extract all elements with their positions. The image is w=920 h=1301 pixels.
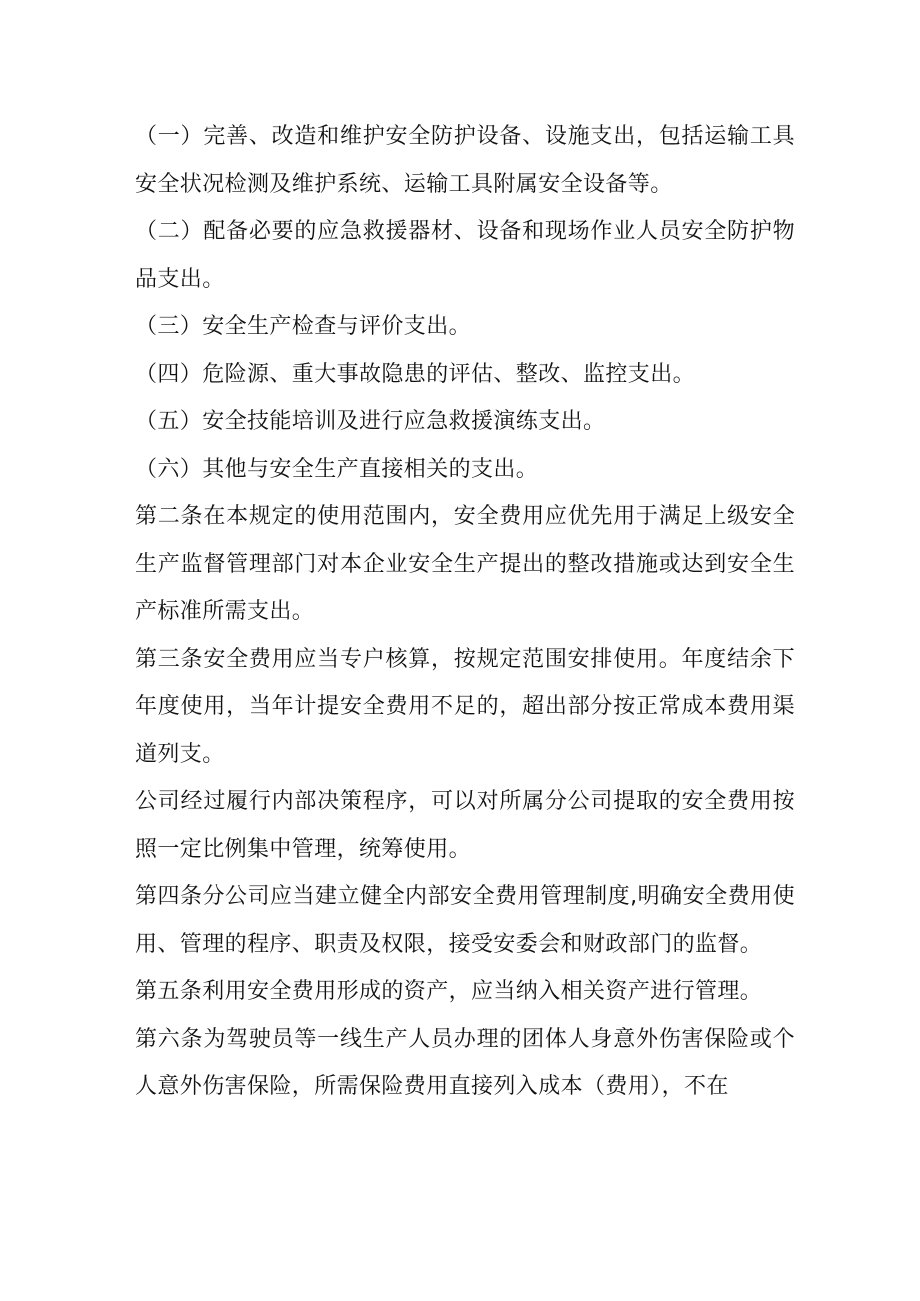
paragraph-item-2: （二）配备必要的应急救援器材、设备和现场作业人员安全防护物品支出。 xyxy=(135,219,795,292)
paragraph-item-5: （五）安全技能培训及进行应急救援演练支出。 xyxy=(135,409,606,434)
article-4-paragraph: 第四条分公司应当建立健全内部安全费用管理制度,明确安全费用使用、管理的程序、职责及权限，接受安委会和财政部门的监督。 xyxy=(135,884,795,957)
document-body xyxy=(135,113,795,1111)
article-3-paragraph: 第三条安全费用应当专户核算，按规定范围安排使用。年度结余下年度使用，当年计提安全费用不足的，超出部分按正常成本费用渠道列支。 xyxy=(135,646,795,767)
centralized-management-paragraph: 公司经过履行内部决策程序，可以对所属分公司提取的安全费用按照一定比例集中管理，统筹使用。 xyxy=(135,789,795,862)
paragraph-item-4: （四）危险源、重大事故隐患的评估、整改、监控支出。 xyxy=(135,361,696,387)
article-2-paragraph: 第二条在本规定的使用范围内，安全费用应优先用于满足上级安全生产监督管理部门对本企业安全生产提出的整改措施或达到安全生产标准所需支出。 xyxy=(135,504,795,624)
paragraph-item-6: （六）其他与安全生产直接相关的支出。 xyxy=(135,456,539,482)
paragraph-item-1: （一）完善、改造和维护安全防护设备、设施支出，包括运输工具安全状况检测及维护系统、运输工具附属安全设备等。 xyxy=(135,124,795,197)
paragraph-item-3: （三）安全生产检查与评价支出。 xyxy=(135,314,472,339)
article-6-paragraph: 第六条为驾驶员等一线生产人员办理的团体人身意外伤害保险或个人意外伤害保险，所需保险费用直接列入成本（费用），不在 xyxy=(135,1026,795,1099)
article-5-paragraph: 第五条利用安全费用形成的资产，应当纳入相关资产进行管理。 xyxy=(135,979,763,1004)
